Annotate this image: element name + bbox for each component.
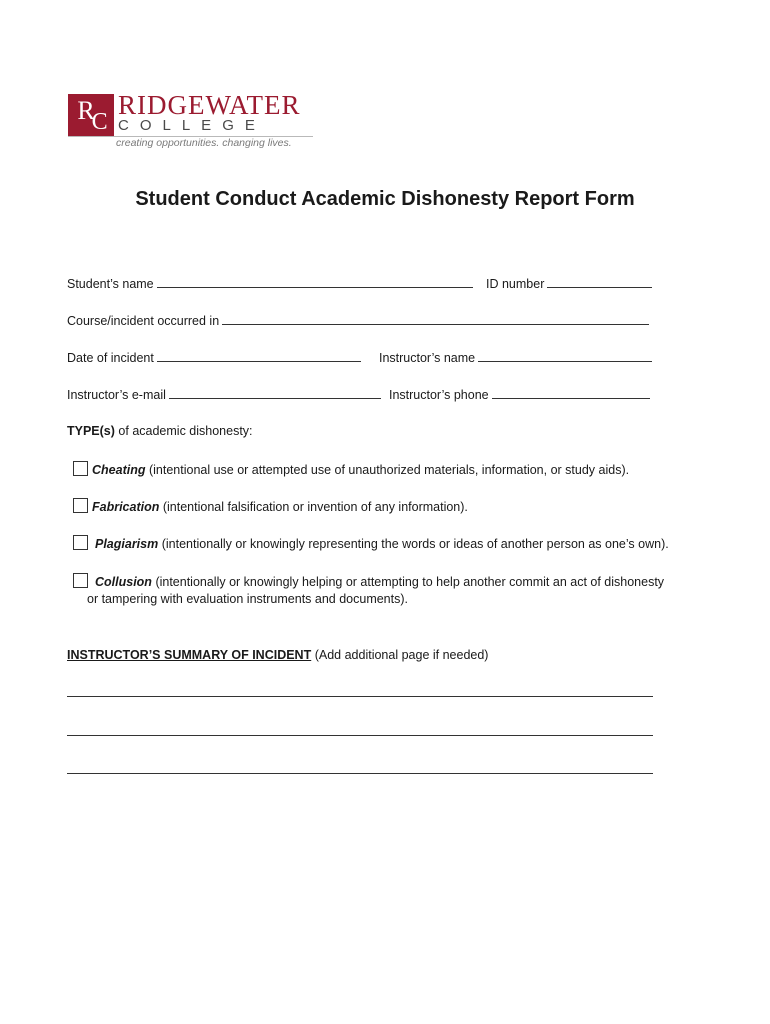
summary-heading-title: INSTRUCTOR’S SUMMARY OF INCIDENT — [67, 648, 312, 662]
logo-tagline: creating opportunities. changing lives. — [116, 137, 292, 149]
instructor-email-row — [67, 386, 381, 402]
cheating-checkbox[interactable] — [73, 461, 88, 476]
college-logo — [68, 90, 318, 152]
instructor-phone-field[interactable] — [492, 386, 650, 399]
fabrication-desc: (intentional falsification or invention of any information). — [162, 500, 468, 514]
date-label: Date of incident — [67, 351, 154, 365]
student-name-field[interactable] — [157, 275, 473, 288]
summary-heading-note: (Add additional page if needed) — [314, 648, 489, 662]
logo-college: COLLEGE — [118, 117, 266, 134]
summary-line-3[interactable] — [67, 773, 653, 774]
plagiarism-term: Plagiarism — [95, 537, 159, 551]
instructor-phone-row — [389, 386, 650, 402]
cheating-term: Cheating — [92, 463, 146, 477]
logo-name: RIDGEWATER — [118, 90, 301, 120]
collusion-desc: (intentionally or knowingly helping or attempting to help another commit an act of dishonesty — [155, 575, 665, 589]
plagiarism-desc: (intentionally or knowingly representing the words or ideas of another person as one’s own). — [161, 537, 669, 551]
summary-heading — [67, 648, 488, 662]
instructor-email-label: Instructor’s e-mail — [67, 388, 166, 402]
id-number-field[interactable] — [547, 275, 652, 288]
summary-line-2[interactable] — [67, 735, 653, 736]
id-number-row — [486, 275, 652, 291]
instructor-phone-label: Instructor’s phone — [389, 388, 489, 402]
type-option-fabrication — [73, 498, 468, 514]
rc-monogram-icon: RC — [68, 94, 114, 136]
type-option-cheating — [73, 461, 629, 477]
types-heading-rest: of academic dishonesty: — [118, 424, 253, 438]
date-row — [67, 349, 361, 365]
plagiarism-checkbox[interactable] — [73, 535, 88, 550]
course-field[interactable] — [222, 312, 649, 325]
fabrication-checkbox[interactable] — [73, 498, 88, 513]
instructor-name-field[interactable] — [478, 349, 652, 362]
instructor-name-label: Instructor’s name — [379, 351, 476, 365]
instructor-email-field[interactable] — [169, 386, 381, 399]
cheating-desc: (intentional use or attempted use of unauthorized materials, information, or study aids). — [148, 463, 630, 477]
collusion-term: Collusion — [95, 575, 152, 589]
type-option-plagiarism — [73, 535, 669, 551]
types-heading-bold: TYPE(s) — [67, 424, 115, 438]
collusion-desc-continued: or tampering with evaluation instruments and documents). — [87, 592, 408, 606]
fabrication-term: Fabrication — [92, 500, 160, 514]
date-field[interactable] — [157, 349, 361, 362]
types-heading — [67, 424, 253, 438]
course-row — [67, 312, 649, 328]
summary-line-1[interactable] — [67, 696, 653, 697]
course-label: Course/incident occurred in — [67, 314, 220, 328]
collusion-checkbox[interactable] — [73, 573, 88, 588]
student-name-label: Student’s name — [67, 277, 154, 291]
student-name-row — [67, 275, 473, 291]
type-option-collusion — [73, 573, 664, 589]
instructor-name-row — [379, 349, 652, 365]
id-number-label: ID number — [486, 277, 545, 291]
page-title: Student Conduct Academic Dishonesty Report Form — [135, 188, 635, 210]
